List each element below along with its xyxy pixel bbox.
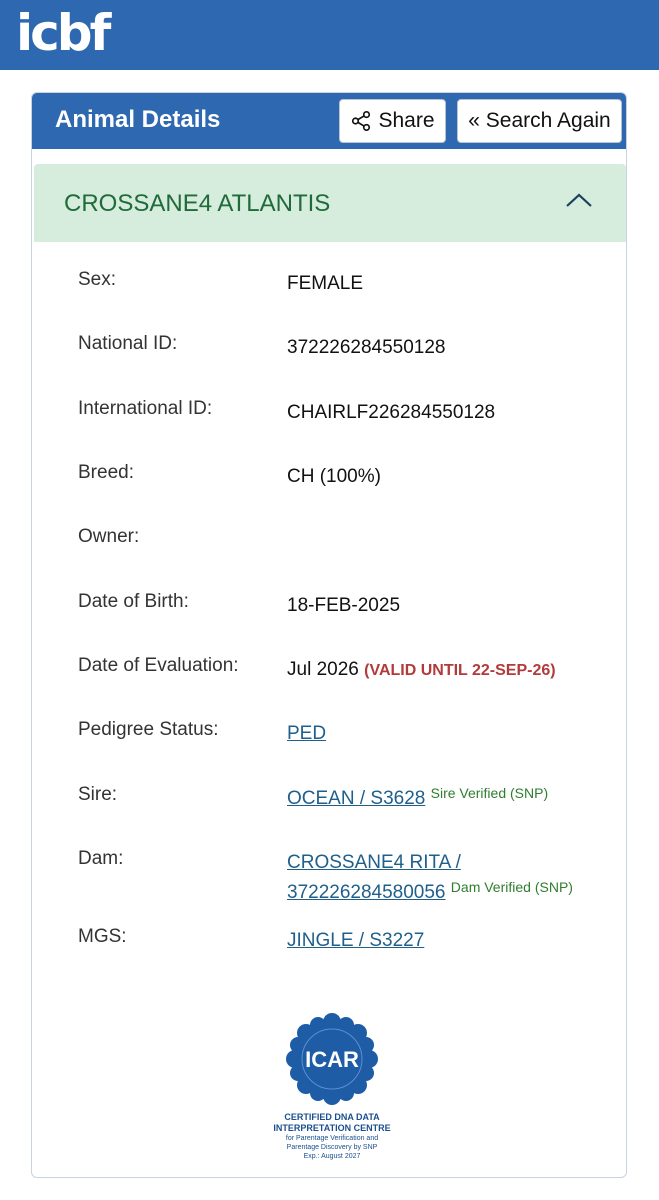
icbf-logo[interactable]: icbf (16, 4, 109, 62)
field-value (287, 719, 607, 749)
sire-verified-badge: Sire Verified (SNP) (430, 785, 549, 801)
pedigree-link[interactable]: PED (287, 723, 327, 744)
field-value (287, 848, 607, 908)
field-value: CHAIRLF226284550128 (287, 402, 496, 423)
icar-line3: for Parentage Verification and (285, 1135, 379, 1142)
chevron-up-icon[interactable] (565, 192, 593, 208)
field-value (287, 655, 607, 686)
field-value: 18-FEB-2025 (287, 595, 401, 616)
evaluation-date: Jul 2026 (287, 659, 359, 680)
field-value (287, 784, 607, 814)
icar-line1: CERTIFIED DNA DATA (284, 1112, 380, 1122)
field-label: Dam: (78, 848, 124, 869)
field-label: Owner: (78, 526, 140, 547)
field-label: Breed: (78, 462, 134, 483)
dam-link[interactable] (287, 852, 461, 903)
top-bar (0, 0, 659, 70)
share-button[interactable] (339, 99, 446, 143)
icar-line5: Exp.: August 2027 (303, 1153, 361, 1160)
field-label: MGS: (78, 926, 127, 947)
share-icon (350, 110, 372, 132)
icar-line2: INTERPRETATION CENTRE (273, 1123, 391, 1133)
animal-details-card (31, 92, 627, 1178)
animal-name-header[interactable] (34, 164, 626, 242)
dam-name: CROSSANE4 RITA / (287, 852, 461, 873)
valid-until-note: (VALID UNTIL 22-SEP-26) (364, 662, 556, 679)
field-value (287, 926, 607, 956)
icar-certification (267, 1011, 397, 1161)
icar-line4: Parentage Discovery by SNP (286, 1144, 378, 1151)
field-label: Pedigree Status: (78, 719, 219, 740)
icar-badge: ICAR (305, 1047, 359, 1072)
mgs-link[interactable]: JINGLE / S3227 (287, 930, 425, 951)
card-header (32, 93, 626, 149)
search-again-button[interactable]: « Search Again (457, 99, 622, 143)
field-label: Sex: (78, 269, 117, 290)
field-label: Date of Evaluation: (78, 655, 239, 676)
animal-name: CROSSANE4 ATLANTIS (64, 190, 331, 217)
icar-logo (284, 1011, 380, 1107)
field-label: Date of Birth: (78, 591, 189, 612)
field-label: Sire: (78, 784, 118, 805)
sire-link[interactable]: OCEAN / S3628 (287, 788, 426, 809)
dam-id: 372226284580056 (287, 882, 446, 903)
field-label: National ID: (78, 333, 178, 354)
dam-verified-badge: Dam Verified (SNP) (450, 879, 573, 895)
field-value: FEMALE (287, 273, 364, 294)
field-label: International ID: (78, 398, 213, 419)
card-title: Animal Details (55, 106, 221, 133)
field-value: 372226284550128 (287, 337, 446, 358)
share-label: Share (378, 109, 435, 132)
field-value: CH (100%) (287, 466, 381, 487)
